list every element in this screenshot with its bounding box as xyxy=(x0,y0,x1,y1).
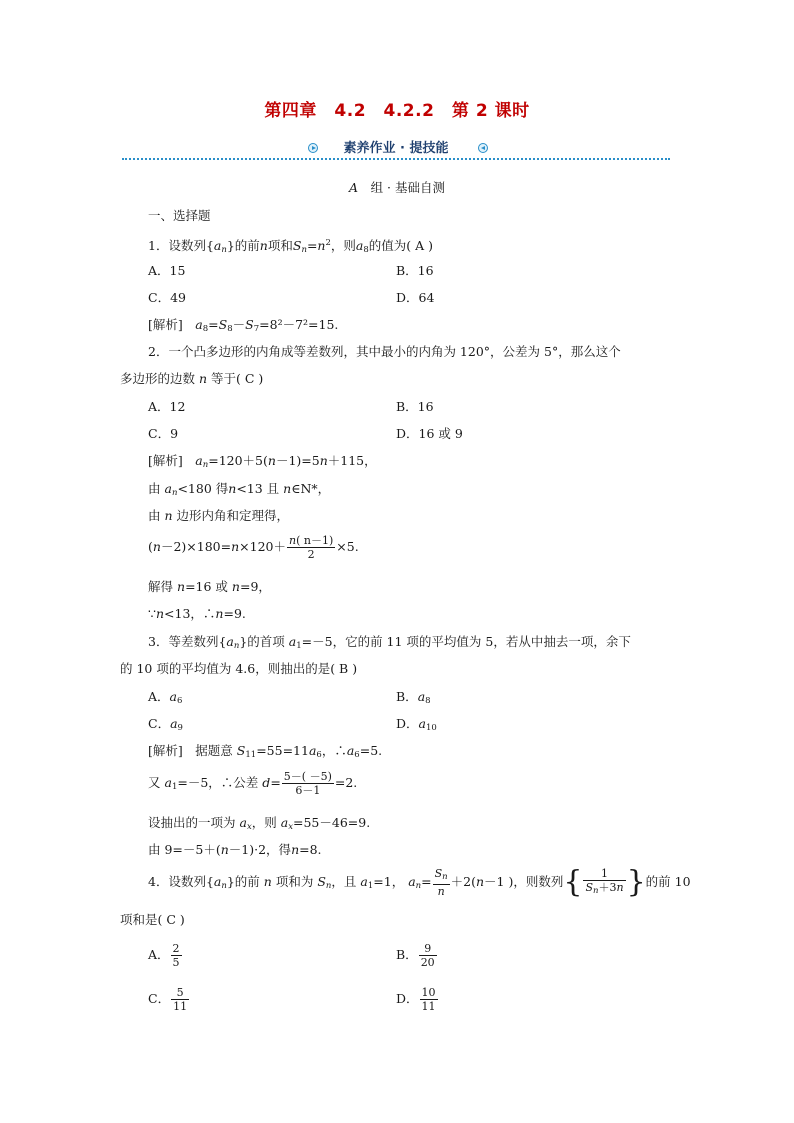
question-2-cont: 多边形的边数 n 等于( C ) xyxy=(120,371,264,386)
option-b: B．16 xyxy=(396,263,434,278)
option-a: A．12 xyxy=(148,399,186,414)
question-4-cont: 项和是( C ) xyxy=(120,912,185,927)
question-3: 3．等差数列$\{a_n\}$的首项 $a_1=-5$，它的前 11 项的平均值为 5，若从中抽去一项，余下 xyxy=(148,634,631,651)
option-a: A． $\frac{2}{5}$ xyxy=(148,942,180,969)
analysis-2-equation: (n－2)×180=n×120＋ $\frac{n( n-1)}{2}$ ×5. xyxy=(148,534,359,561)
page-title: 第四章 4.2 4.2.2 第 2 课时 xyxy=(264,101,530,121)
banner-label: 素养作业 · 提技能 xyxy=(296,140,496,158)
dotted-rule xyxy=(122,158,670,160)
option-d: D． $\frac{10}{11}$ xyxy=(396,986,436,1013)
option-a: A．$a_6$ xyxy=(148,689,183,706)
analysis-3-equation: 又 $a_1=-5$，∴公差 d= $\frac{5-( -5)}{6-1}$ =2. xyxy=(148,770,358,797)
option-d: D．64 xyxy=(396,290,435,305)
group-heading: A 组 · 基础自测 xyxy=(349,180,445,195)
play-left-icon xyxy=(478,143,488,153)
option-d: D．16 或 9 xyxy=(396,426,463,441)
analysis-3: [解析] 据题意 $S_{11}=55=11a_6$，$\therefore a_6=5$. xyxy=(148,743,383,760)
option-b: B．$a_8$ xyxy=(396,689,431,706)
play-right-icon xyxy=(308,143,318,153)
question-1: 1．设数列$\{a_n\}$的前n项和$S_n=n^2$，则$a_8$的值为( A ) xyxy=(148,238,434,255)
analysis-3-line: 设抽出的一项为 $a_x$，则 $a_x=55-46=9$. xyxy=(148,815,371,832)
option-c: C．49 xyxy=(148,290,186,305)
section-heading: 一、选择题 xyxy=(148,208,211,223)
option-c: C．$a_9$ xyxy=(148,716,183,733)
analysis-3-line: 由 9=－5＋(n－1)·2，得n=8. xyxy=(148,842,322,857)
question-3-cont: 的 10 项的平均值为 4.6，则抽出的是( B ) xyxy=(120,661,358,676)
question-2: 2．一个凸多边形的内角成等差数列，其中最小的内角为 120°，公差为 5°，那么这个 xyxy=(148,344,621,359)
analysis-2: [解析] $a_n=120+5(n-1)=5n+115$， xyxy=(148,453,377,470)
analysis-2-line: 由 $a_n<180$ 得n<13 且 n∈N*， xyxy=(148,481,331,498)
analysis-2-line: 解得 n=16 或 n=9， xyxy=(148,579,271,594)
option-b: B．16 xyxy=(396,399,434,414)
option-a: A．15 xyxy=(148,263,186,278)
option-c: C．9 xyxy=(148,426,179,441)
analysis-1: [解析] $a_8=S_8-S_7=8^2-7^2=15$. xyxy=(148,317,339,334)
option-c: C． $\frac{5}{11}$ xyxy=(148,986,188,1013)
section-banner xyxy=(122,140,670,162)
analysis-2-line: 由 n 边形内角和定理得， xyxy=(148,508,290,523)
question-4: 4．设数列$\{a_n\}$的前 n 项和为 $S_n$，且 $a_1=1$， $a_n=$ $\frac{S_n}{n}$ ＋2(n－1 )，则数列{ $\frac{1}{S_n+3n}$ }的前 10 xyxy=(148,864,691,900)
analysis-2-line: ∵n<13，∴n=9. xyxy=(148,606,246,621)
option-b: B． $\frac{9}{20}$ xyxy=(396,942,435,969)
option-d: D．$a_{10}$ xyxy=(396,716,437,733)
